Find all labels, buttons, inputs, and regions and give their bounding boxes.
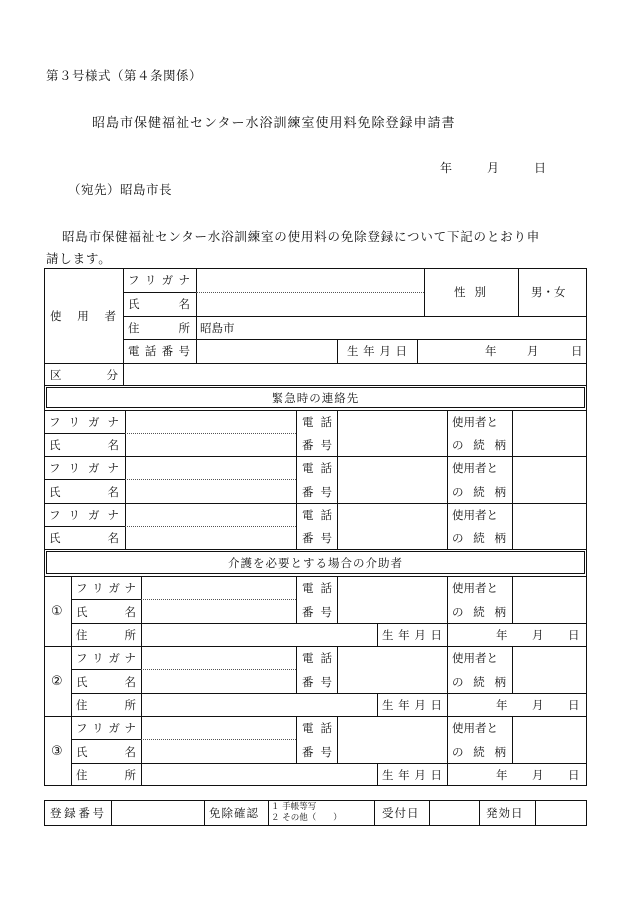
emergency-1-furigana-field[interactable] [127,412,294,431]
emergency-3-phone-field[interactable] [339,505,445,547]
exemption-option-1[interactable]: １ 手帳等写 [271,802,317,812]
caregiver-1-marker: ① [51,604,63,619]
user-birth-year: 年 [485,344,497,358]
emergency-3-phone-label-2: 番 号 [302,531,332,545]
caregiver-3-phone-label-2: 番 号 [302,745,332,759]
emergency-2-phone-label-2: 番 号 [302,485,332,499]
caregiver-2-birth-day: 日 [568,698,580,712]
caregiver-3-name-label: 氏 名 [76,745,136,759]
caregiver-1-name-label: 氏 名 [76,605,136,619]
exemption-check-label: 免除確認 [209,806,259,820]
user-phone-field[interactable] [198,341,335,361]
caregiver-3-birth-year: 年 [496,768,508,782]
user-section-label: 使 用 者 [50,309,116,323]
caregiver-3-relation-label-2: の 続 柄 [452,745,506,759]
emergency-3-furigana-field[interactable] [127,505,294,524]
emergency-1-phone-field[interactable] [339,412,445,454]
caregiver-1-relation-label-2: の 続 柄 [452,605,506,619]
emergency-1-name-field[interactable] [127,435,294,454]
caregiver-2-phone-field[interactable] [339,648,445,691]
emergency-3-relation-label: 使用者と [452,508,498,522]
caregiver-1-address-field[interactable] [143,625,375,644]
reg-number-label: 登 録 番 号 [50,806,104,820]
form-number: 第３号様式（第４条関係） [46,68,203,83]
caregiver-3-address-label: 住 所 [76,768,136,782]
caregiver-2-address-label: 住 所 [76,698,136,712]
caregiver-2-address-field[interactable] [143,695,375,714]
emergency-1-relation-label-2: の 続 柄 [452,438,506,452]
user-furigana-label: フ リ ガ ナ [128,273,190,287]
emergency-2-furigana-label: フ リ ガ ナ [49,461,119,475]
caregiver-2-phone-label: 電 話 [302,651,332,665]
category-label: 区 分 [50,368,118,382]
caregiver-1-furigana-field[interactable] [143,578,294,597]
caregiver-2-name-field[interactable] [143,671,294,691]
caregiver-1-phone-label: 電 話 [302,581,332,595]
emergency-2-furigana-field[interactable] [127,458,294,477]
emergency-1-name-label: 氏 名 [49,438,119,452]
emergency-1-relation-field[interactable] [514,412,585,454]
date-month-label: 月 [487,161,500,175]
emergency-2-phone-label: 電 話 [302,461,332,475]
caregiver-2-birth-year: 年 [496,698,508,712]
caregiver-3-furigana-label: フ リ ガ ナ [76,721,136,735]
exemption-option-2[interactable]: ２ その他（ ） [271,813,342,823]
caregiver-1-birth-label: 生 年 月 日 [382,628,442,642]
caregiver-2-furigana-field[interactable] [143,648,294,667]
caregiver-3-relation-label: 使用者と [452,721,498,735]
emergency-2-relation-label-2: の 続 柄 [452,485,506,499]
reg-number-field[interactable] [113,802,202,824]
caregiver-1-furigana-label: フ リ ガ ナ [76,581,136,595]
caregiver-2-relation-label-2: の 続 柄 [452,675,506,689]
caregiver-3-address-field[interactable] [143,765,375,784]
caregiver-3-birth-day: 日 [568,768,580,782]
user-furigana-field[interactable] [198,270,422,290]
effective-date-field[interactable] [537,802,585,824]
caregiver-1-birth-year: 年 [496,628,508,642]
emergency-2-relation-label: 使用者と [452,461,498,475]
emergency-1-furigana-label: フ リ ガ ナ [49,415,119,429]
user-name-label: 氏 名 [128,297,190,311]
emergency-section-title: 緊急時の連絡先 [271,391,360,405]
emergency-3-relation-field[interactable] [514,505,585,547]
intro-text: 昭島市保健福祉センター水浴訓練室の使用料の免除登録について下記のとおり申請します。 [46,229,541,266]
emergency-3-name-field[interactable] [127,528,294,547]
gender-options[interactable]: 男・女 [531,285,566,299]
emergency-3-furigana-label: フ リ ガ ナ [49,508,119,522]
emergency-2-phone-field[interactable] [339,458,445,501]
caregiver-3-birth-label: 生 年 月 日 [382,768,442,782]
caregiver-2-relation-field[interactable] [514,648,585,691]
emergency-1-phone-label-2: 番 号 [302,438,332,452]
caregiver-1-relation-label: 使用者と [452,581,498,595]
received-date-field[interactable] [431,802,477,824]
date-year-label: 年 [440,161,453,175]
caregiver-1-phone-label-2: 番 号 [302,605,332,619]
caregiver-3-name-field[interactable] [143,741,294,761]
caregiver-1-birth-month: 月 [532,628,544,642]
caregiver-3-phone-label: 電 話 [302,721,332,735]
caregiver-section-title: 介護を必要とする場合の介助者 [228,556,403,570]
user-birth-day: 日 [571,344,583,358]
caregiver-2-birth-month: 月 [532,698,544,712]
received-date-label: 受付日 [382,806,420,820]
user-address-value[interactable]: 昭島市 [200,321,235,335]
user-birth-month: 月 [527,344,539,358]
emergency-1-relation-label: 使用者と [452,415,498,429]
emergency-1-phone-label: 電 話 [302,415,332,429]
caregiver-3-furigana-field[interactable] [143,718,294,737]
caregiver-2-relation-label: 使用者と [452,651,498,665]
gender-label: 性 別 [454,285,486,299]
date-day-label: 日 [534,161,547,175]
caregiver-2-marker: ② [51,674,63,689]
category-field[interactable] [125,365,585,384]
page-title: 昭島市保健福祉センター水浴訓練室使用料免除登録申請書 [92,116,456,131]
emergency-3-phone-label: 電 話 [302,508,332,522]
caregiver-1-name-field[interactable] [143,601,294,621]
addressee: （宛先）昭島市長 [68,182,173,197]
caregiver-1-relation-field[interactable] [514,578,585,621]
user-name-field[interactable] [198,294,422,314]
caregiver-3-relation-field[interactable] [514,718,585,761]
caregiver-1-birth-day: 日 [568,628,580,642]
caregiver-3-phone-field[interactable] [339,718,445,761]
emergency-2-relation-field[interactable] [514,458,585,501]
caregiver-1-phone-field[interactable] [339,578,445,621]
effective-date-label: 発効日 [486,806,524,820]
emergency-3-relation-label-2: の 続 柄 [452,531,506,545]
caregiver-2-birth-label: 生 年 月 日 [382,698,442,712]
user-address-label: 住 所 [128,321,190,335]
caregiver-3-marker: ③ [51,744,63,759]
emergency-2-name-label: 氏 名 [49,485,119,499]
emergency-3-name-label: 氏 名 [49,531,119,545]
user-birth-label: 生 年 月 日 [347,344,407,358]
user-phone-label: 電 話 番 号 [128,344,190,358]
caregiver-1-address-label: 住 所 [76,628,136,642]
caregiver-2-name-label: 氏 名 [76,675,136,689]
caregiver-3-birth-month: 月 [532,768,544,782]
caregiver-2-furigana-label: フ リ ガ ナ [76,651,136,665]
emergency-2-name-field[interactable] [127,481,294,501]
caregiver-2-phone-label-2: 番 号 [302,675,332,689]
